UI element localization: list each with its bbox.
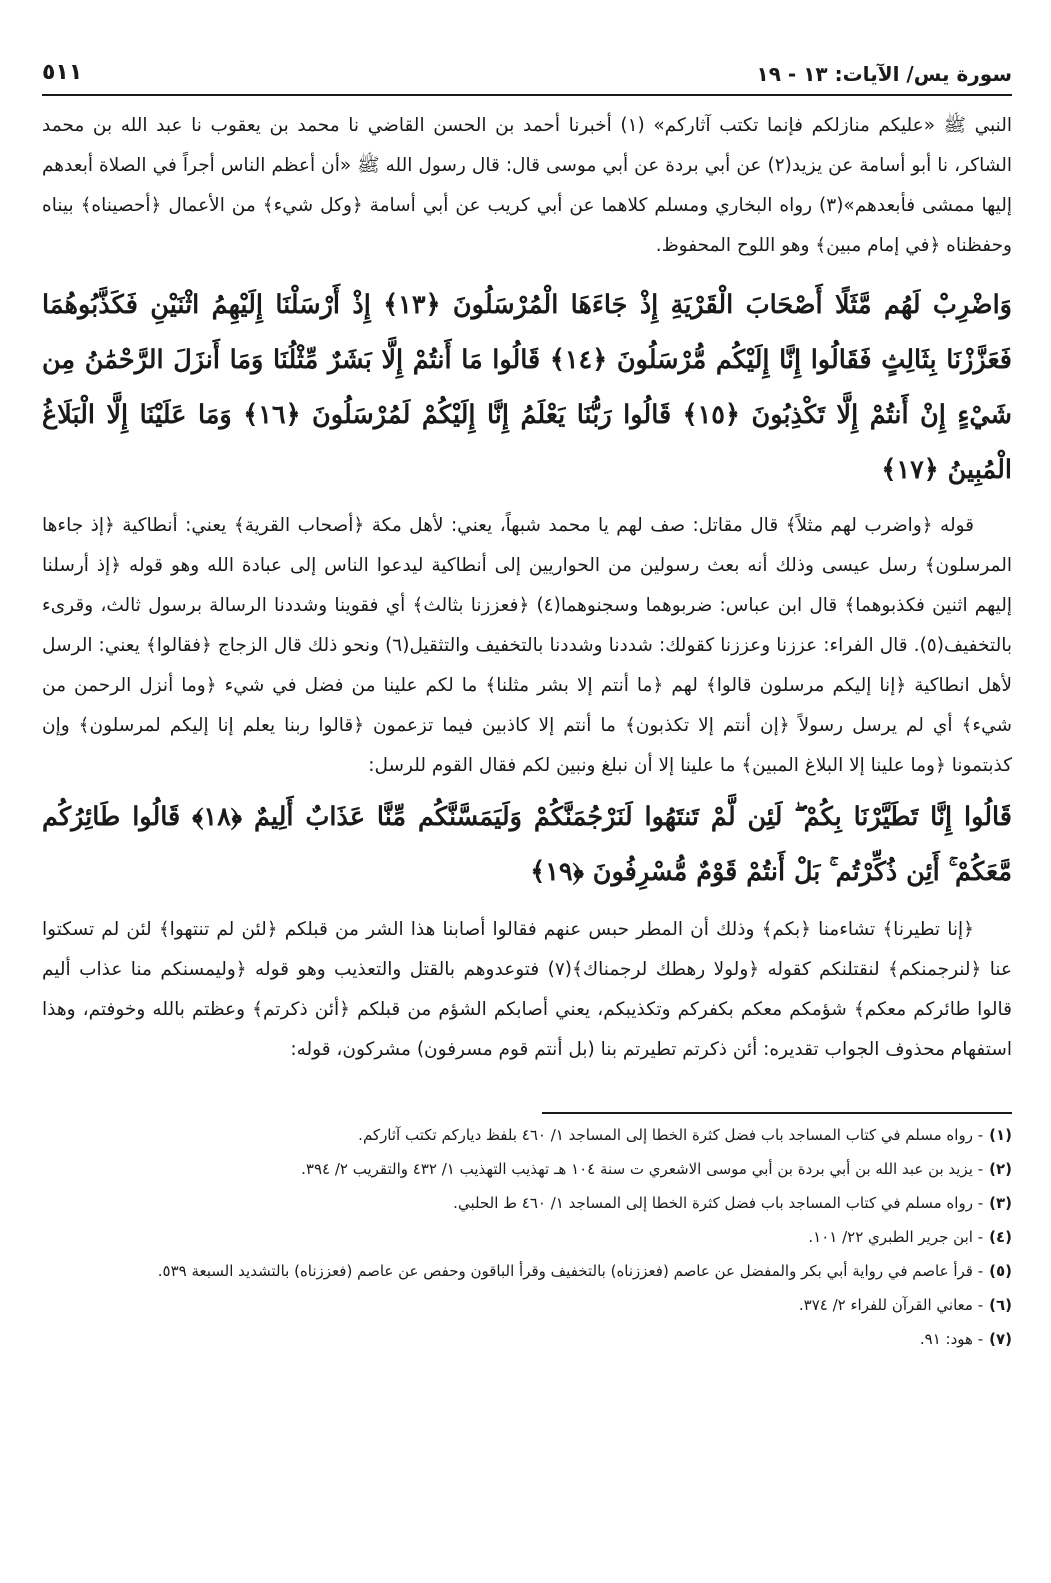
footnote [42, 1188, 1012, 1218]
footnotes [42, 1120, 1012, 1354]
footnote-divider [542, 1112, 1012, 1114]
page-header [42, 58, 1012, 96]
page-number: ٥١١ [42, 60, 83, 85]
footnote-text: - رواه مسلم في كتاب المساجد باب فضل كثرة الخطا إلى المساجد ١/ ٤٦٠ ط الحلبي. [453, 1194, 984, 1212]
footnote [42, 1324, 1012, 1354]
footnote-text: - رواه مسلم في كتاب المساجد باب فضل كثرة الخطا إلى المساجد ١/ ٤٦٠ بلفظ دياركم تكتب آثاركم. [358, 1126, 984, 1144]
footnote-text: - يزيد بن عبد الله بن أبي بردة بن أبي موسى الاشعري ت سنة ١٠٤ هـ تهذيب التهذيب ١/ ٤٣٢ والتقريب ٢/ ٣٩٤. [301, 1160, 984, 1178]
book-page [42, 58, 1012, 1558]
footnote-text: - ابن جرير الطبري ٢٢/ ١٠١. [808, 1228, 984, 1246]
footnote-text: - معاني القرآن للفراء ٢/ ٣٧٤. [798, 1296, 984, 1314]
footnote-number: (١) [989, 1126, 1012, 1144]
running-title: سورة يس/ الآيات: ١٣ - ١٩ [756, 62, 1012, 86]
footnote [42, 1256, 1012, 1286]
footnote-number: (٢) [989, 1160, 1012, 1178]
commentary-paragraph-2: قوله ﴿واضرب لهم مثلاً﴾ قال مقاتل: صف لهم يا محمد شبهاً، يعني: لأهل مكة ﴿أصحاب القرية﴾ يعني: أنطاكية ﴿إذ جاءها المرسلون﴾ رسل عيسى وذلك أنه بعث رسولين من الحواريين إلى أنطاكية ليدعوا الناس إلى عبادة الله وهو قوله ﴿إذ أرسلنا إليهم اثنين فكذبوهما﴾ قال ابن عباس: ضربوهما وسجنوهما(٤) ﴿فعززنا بثالث﴾ أي فقوينا وشددنا الرسالة برسول ثالث، وقرىء بالتخفيف(٥). قال الفراء: عززنا وعززنا كقولك: شددنا وشددنا بالتخفيف والتثقيل(٦) ونحو ذلك قال الزجاج ﴿فقالوا﴾ يعني: الرسل لأهل انطاكية ﴿إنا إليكم مرسلون قالوا﴾ لهم ﴿ما أنتم إلا بشر مثلنا﴾ ما لكم علينا من فضل في شيء ﴿وما أنزل الرحمن من شيء﴾ أي لم يرسل رسولاً ﴿إن أنتم إلا تكذبون﴾ ما أنتم إلا كاذبين فيما تزعمون ﴿قالوا ربنا يعلم إنا إليكم لمرسلون﴾ وإن كذبتمونا ﴿وما علينا إلا البلاغ المبين﴾ ما علينا إلا أن نبلغ ونبين لكم فقال القوم للرسل: [42, 515, 1012, 776]
footnote-number: (٥) [989, 1262, 1012, 1280]
footnote [42, 1222, 1012, 1252]
quran-verses-13-17: وَاضْرِبْ لَهُم مَّثَلًا أَصْحَابَ الْقَرْيَةِ إِذْ جَاءَهَا الْمُرْسَلُونَ ﴿١٣﴾ إِذْ أَرْسَلْنَا إِلَيْهِمُ اثْنَيْنِ فَكَذَّبُوهُمَا فَعَزَّزْنَا بِثَالِثٍ فَقَالُوا إِنَّا إِلَيْكُم مُّرْسَلُونَ ﴿١٤﴾ قَالُوا مَا أَنتُمْ إِلَّا بَشَرٌ مِّثْلُنَا وَمَا أَنزَلَ الرَّحْمَٰنُ مِن شَيْءٍ إِنْ أَنتُمْ إِلَّا تَكْذِبُونَ ﴿١٥﴾ قَالُوا رَبُّنَا يَعْلَمُ إِنَّا إِلَيْكُمْ لَمُرْسَلُونَ ﴿١٦﴾ وَمَا عَلَيْنَا إِلَّا الْبَلَاغُ الْمُبِينُ ﴿١٧﴾ [42, 290, 1012, 485]
footnote [42, 1290, 1012, 1320]
footnote [42, 1154, 1012, 1184]
quran-verses-18-19: قَالُوا إِنَّا تَطَيَّرْنَا بِكُمْ ۖ لَئِن لَّمْ تَنتَهُوا لَنَرْجُمَنَّكُمْ وَلَيَمَسَّنَّكُم مِّنَّا عَذَابٌ أَلِيمٌ ﴿١٨﴾ قَالُوا طَائِرُكُم مَّعَكُمْ ۚ أَئِن ذُكِّرْتُم ۚ بَلْ أَنتُمْ قَوْمٌ مُّسْرِفُونَ ﴿١٩﴾ [42, 802, 1012, 887]
footnote-text: - قرأ عاصم في رواية أبي بكر والمفضل عن عاصم (فعززناه) بالتخفيف وقرأ الباقون وحفص عن عاصم (فعززناه) بالتشديد السبعة ٥٣٩. [157, 1262, 984, 1280]
footnote-number: (٤) [989, 1228, 1012, 1246]
footnote-number: (٣) [989, 1194, 1012, 1212]
commentary-paragraph-3: ﴿إنا تطيرنا﴾ تشاءمنا ﴿بكم﴾ وذلك أن المطر حبس عنهم فقالوا أصابنا هذا الشر من قبلكم ﴿لئن لم تنتهوا﴾ لئن لم تسكتوا عنا ﴿لنرجمنكم﴾ لنقتلنكم كقوله ﴿ولولا رهطك لرجمناك﴾(٧) فتوعدوهم بالقتل والتعذيب وهو قوله ﴿وليمسنكم منا عذاب أليم قالوا طائركم معكم﴾ شؤمكم معكم بكفركم وتكذيبكم، يعني أصابكم الشؤم من قبلكم ﴿أئن ذكرتم﴾ وعظتم بالله وخوفتم، وهذا استفهام محذوف الجواب تقديره: أئن ذكرتم تطيرتم بنا (بل أنتم قوم مسرفون) مشركون، قوله: [42, 919, 1012, 1060]
footnote-text: - هود: ٩١. [919, 1330, 984, 1348]
footnote-number: (٧) [989, 1330, 1012, 1348]
footnote [42, 1120, 1012, 1150]
footnote-number: (٦) [989, 1296, 1012, 1314]
commentary-paragraph-1: النبي ﷺ «عليكم منازلكم فإنما تكتب آثاركم» (١) أخبرنا أحمد بن الحسن القاضي نا محمد بن يعقوب نا عبد الله بن محمد الشاكر، نا أبو أسامة عن يزيد(٢) عن أبي بردة عن أبي موسى قال: قال رسول الله ﷺ «أن أعظم الناس أجراً في الصلاة أبعدهم إليها ممشى فأبعدهم»(٣) رواه البخاري ومسلم كلاهما عن أبي كريب عن أبي أسامة ﴿وكل شيء﴾ من الأعمال ﴿أحصيناه﴾ بيناه وحفظناه ﴿في إمام مبين﴾ وهو اللوح المحفوظ. [42, 115, 1013, 256]
